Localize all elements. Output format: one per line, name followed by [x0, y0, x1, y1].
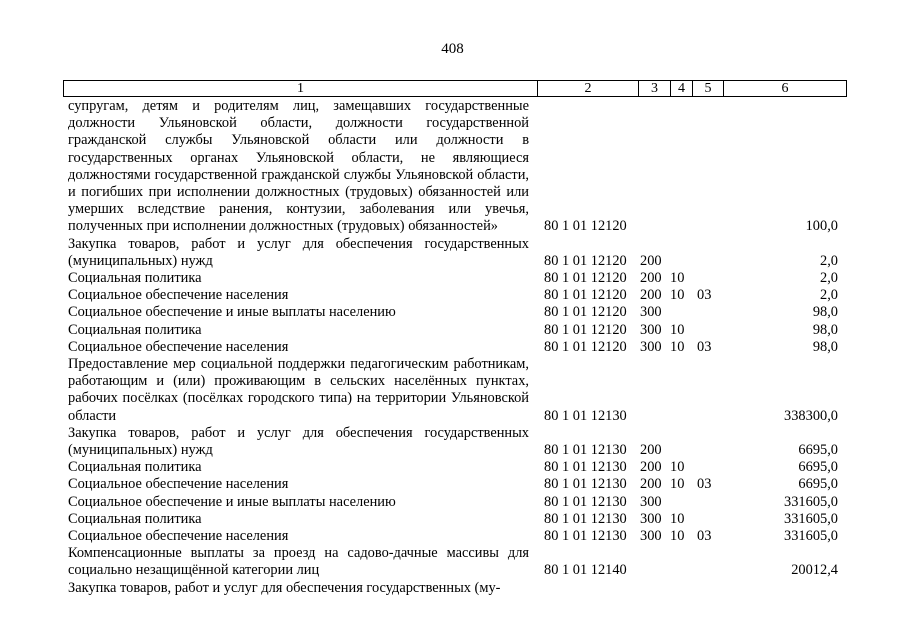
row-name: Социальная политика: [68, 459, 202, 476]
table-row: [63, 356, 846, 425]
row-name: Закупка товаров, работ и услуг для обеспечения государственных (муниципальных) нужд: [68, 235, 529, 269]
row-section: 10: [670, 510, 685, 527]
row-name: Социальное обеспечение населения: [68, 287, 289, 304]
row-subsection: [692, 545, 723, 579]
row-code: 80 1 01 12130: [544, 442, 627, 459]
row-expense-type: 200: [640, 442, 662, 459]
row-section: [670, 304, 692, 321]
row-code: 80 1 01 12130: [544, 476, 627, 493]
row-section: 10: [670, 528, 685, 545]
column-header-row: [64, 81, 847, 97]
row-name: Социальная политика: [68, 270, 202, 287]
row-code: 80 1 01 12120: [544, 252, 627, 269]
row-code: 80 1 01 12130: [544, 493, 627, 510]
row-subsection: [692, 322, 723, 339]
row-section: 10: [670, 287, 685, 304]
row-code: 80 1 01 12130: [544, 528, 627, 545]
row-subsection: [692, 356, 723, 425]
row-expense-type: 300: [640, 510, 662, 527]
row-name: Закупка товаров, работ и услуг для обеспечения государственных (му-: [68, 579, 501, 596]
table-row: [63, 459, 846, 476]
row-amount: 98,0: [812, 304, 838, 321]
row-section: [670, 545, 692, 579]
row-section: 10: [670, 459, 685, 476]
row-amount: 20012,4: [791, 562, 838, 579]
table-row: [63, 511, 846, 528]
row-subsection: [692, 270, 723, 287]
column-header-6: 6: [724, 81, 847, 97]
column-header-1: 1: [64, 81, 538, 97]
row-subsection: [692, 425, 723, 459]
budget-table: [63, 98, 846, 597]
row-expense-type: 200: [640, 270, 662, 287]
row-name: Закупка товаров, работ и услуг для обеспечения государственных (муниципальных) нужд: [68, 424, 529, 459]
row-amount: 2,0: [820, 270, 838, 287]
row-code: 80 1 01 12130: [544, 407, 627, 424]
table-row: [63, 304, 846, 321]
column-header-2: 2: [538, 81, 639, 97]
table-row: [63, 425, 846, 459]
row-subsection: 03: [697, 287, 712, 304]
row-amount: 6695,0: [798, 442, 838, 459]
row-code: 80 1 01 12130: [544, 459, 627, 476]
column-header-4: 4: [671, 81, 693, 97]
row-section: 10: [670, 476, 685, 493]
table-row: [63, 580, 846, 597]
row-expense-type: 200: [640, 287, 662, 304]
row-name: Социальное обеспечение населения: [68, 528, 289, 545]
row-amount: 331605,0: [784, 528, 838, 545]
row-subsection: 03: [697, 528, 712, 545]
row-section: [670, 425, 692, 459]
row-amount: 6695,0: [798, 476, 838, 493]
row-section: 10: [670, 338, 685, 355]
row-amount: 2,0: [820, 287, 838, 304]
row-code: 80 1 01 12120: [544, 270, 627, 287]
row-amount: 98,0: [812, 338, 838, 355]
row-amount: [723, 580, 846, 597]
table-row: [63, 287, 846, 304]
table-row: [63, 270, 846, 287]
row-expense-type: 200: [640, 252, 662, 269]
row-code: 80 1 01 12130: [544, 510, 627, 527]
row-name: Социальное обеспечение и иные выплаты населению: [68, 304, 396, 321]
row-subsection: [692, 304, 723, 321]
row-section: 10: [670, 321, 685, 338]
row-code: 80 1 01 12120: [544, 338, 627, 355]
row-expense-type: 300: [640, 304, 662, 321]
row-code: 80 1 01 12120: [544, 321, 627, 338]
table-row: [63, 339, 846, 356]
row-expense-type: 300: [640, 338, 662, 355]
table-row: [63, 476, 846, 493]
row-name: Социальное обеспечение населения: [68, 338, 289, 355]
row-expense-type: 200: [640, 476, 662, 493]
column-header-5: 5: [693, 81, 724, 97]
row-expense-type: [638, 545, 670, 579]
row-subsection: 03: [697, 476, 712, 493]
row-name: Предоставление мер социальной поддержки педагогическим работникам, работающим и (или) проживающим в сельских населённых пунктах, рабочих посёлках (посёлках городского типа) на территории Ульяновской области: [68, 356, 529, 424]
row-amount: 2,0: [820, 252, 838, 269]
row-amount: 6695,0: [798, 459, 838, 476]
row-expense-type: 200: [640, 459, 662, 476]
row-expense-type: [638, 356, 670, 425]
row-section: [670, 236, 692, 270]
row-code: 80 1 01 12140: [544, 562, 627, 579]
row-name: Социальное обеспечение населения: [68, 476, 289, 493]
row-expense-type: [638, 580, 670, 597]
row-code: [537, 580, 638, 597]
row-code: 80 1 01 12120: [544, 218, 627, 235]
row-expense-type: 300: [640, 528, 662, 545]
row-amount: 100,0: [805, 218, 838, 235]
row-subsection: 03: [697, 338, 712, 355]
row-name: Социальная политика: [68, 510, 202, 527]
row-amount: 98,0: [812, 321, 838, 338]
row-amount: 331605,0: [784, 510, 838, 527]
row-code: 80 1 01 12120: [544, 287, 627, 304]
table-row: [63, 322, 846, 339]
table-row: [63, 236, 846, 270]
row-amount: 338300,0: [784, 407, 838, 424]
row-name: Социальное обеспечение и иные выплаты населению: [68, 493, 396, 510]
row-name: Социальная политика: [68, 321, 202, 338]
column-header-3: 3: [639, 81, 671, 97]
row-section: [670, 356, 692, 425]
row-subsection: [692, 580, 723, 597]
row-expense-type: 300: [640, 321, 662, 338]
row-subsection: [692, 98, 723, 236]
row-subsection: [692, 494, 723, 511]
row-name: супругам, детям и родителям лиц, замещавших государственные должности Ульяновской области, должности государственной гражданской службы Ульяновской области или должности в государственных органах Ульяновской области, не являющиеся должностями государственной гражданской службы Ульяновской области, и погибших при исполнении должностных (трудовых) обязанностей или умерших вследствие ранения, контузии, заболевания или увечья, полученных при исполнении должностных (трудовых) обязанностей»: [68, 98, 529, 235]
page-number: 408: [441, 41, 464, 57]
row-code: 80 1 01 12120: [544, 304, 627, 321]
table-row: [63, 545, 846, 579]
row-section: [670, 98, 692, 236]
table-row: [63, 494, 846, 511]
row-name: Компенсационные выплаты за проезд на садово-дачные массивы для социально незащищённой категории лиц: [68, 545, 529, 579]
row-expense-type: 300: [640, 493, 662, 510]
row-subsection: [692, 459, 723, 476]
column-header-table: [63, 80, 847, 97]
row-amount: 331605,0: [784, 493, 838, 510]
row-expense-type: [638, 98, 670, 236]
row-subsection: [692, 511, 723, 528]
row-subsection: [692, 236, 723, 270]
table-row: [63, 98, 846, 236]
row-section: [670, 494, 692, 511]
table-row: [63, 528, 846, 545]
row-section: [670, 580, 692, 597]
row-section: 10: [670, 270, 685, 287]
